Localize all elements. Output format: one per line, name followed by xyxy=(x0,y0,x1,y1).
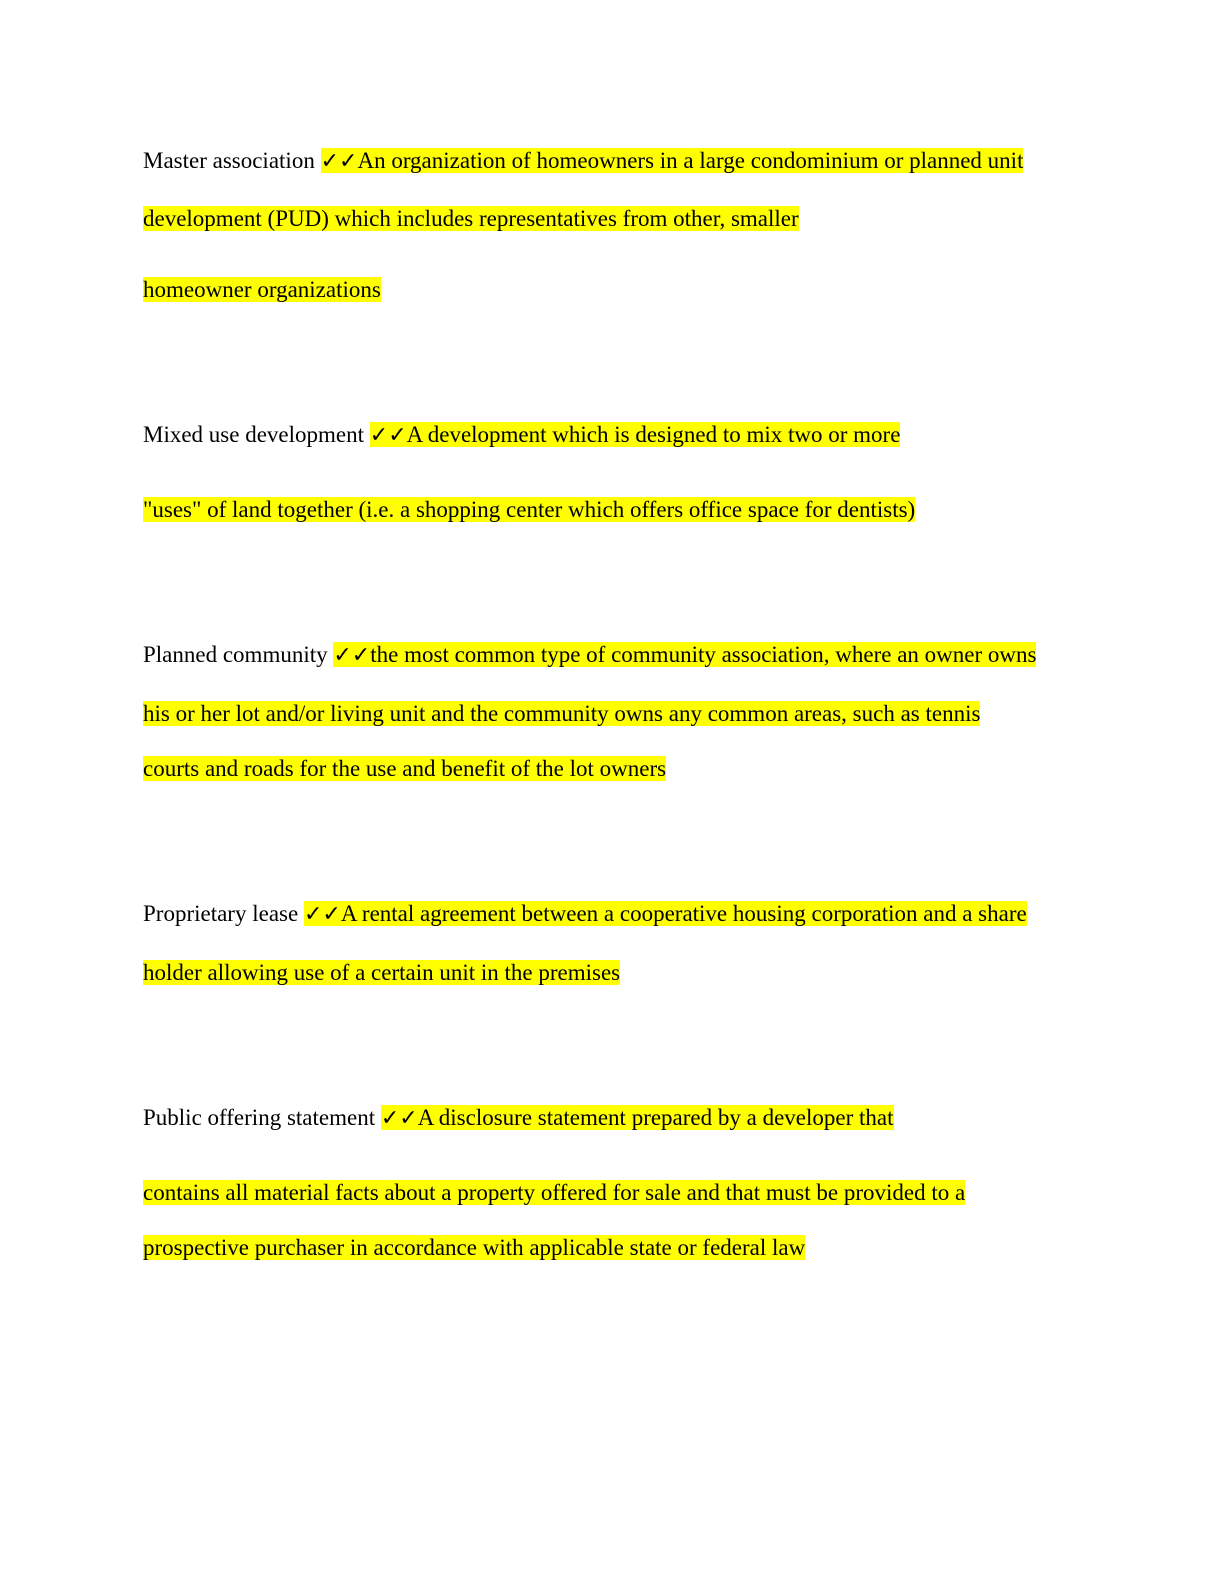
entry-proprietary-lease-line-1 xyxy=(143,898,1027,930)
definition-text: prospective purchaser in accordance with applicable state or federal law xyxy=(143,1235,806,1260)
double-check-icon: ✓✓ xyxy=(333,643,371,668)
entry-planned-community-line-2 xyxy=(143,698,980,730)
term-label: Master association xyxy=(143,148,321,173)
definition-text: A disclosure statement prepared by a developer that xyxy=(417,1105,894,1130)
term-label: Planned community xyxy=(143,642,334,667)
definition-text: holder allowing use of a certain unit in the premises xyxy=(143,960,621,985)
double-check-icon: ✓✓ xyxy=(380,1106,418,1131)
definition-highlight xyxy=(321,148,1024,173)
double-check-icon: ✓✓ xyxy=(320,149,358,174)
double-check-icon: ✓✓ xyxy=(303,902,341,927)
definition-text: A development which is designed to mix two or more xyxy=(406,422,901,447)
definition-highlight xyxy=(381,1105,894,1130)
entry-public-offering-statement-line-2 xyxy=(143,1177,965,1209)
definition-text: the most common type of community association, where an owner owns xyxy=(370,642,1037,667)
definition-highlight xyxy=(370,422,901,447)
definition-text: An organization of homeowners in a large condominium or planned unit xyxy=(357,148,1024,173)
entry-public-offering-statement-line-1 xyxy=(143,1102,894,1134)
term-label: Public offering statement xyxy=(143,1105,381,1130)
entry-master-association-line-3 xyxy=(143,274,381,306)
entry-mixed-use-development-line-1 xyxy=(143,419,900,451)
entry-mixed-use-development-line-2 xyxy=(143,494,915,526)
definition-text: "uses" of land together (i.e. a shopping center which offers office space for dentists) xyxy=(143,497,916,522)
definition-text: homeowner organizations xyxy=(143,277,381,302)
definition-highlight xyxy=(304,901,1027,926)
entry-proprietary-lease-line-2 xyxy=(143,957,620,989)
entry-public-offering-statement-line-3 xyxy=(143,1232,805,1264)
definition-text: courts and roads for the use and benefit of the lot owners xyxy=(143,756,667,781)
term-label: Proprietary lease xyxy=(143,901,304,926)
definition-highlight xyxy=(333,642,1036,667)
entry-planned-community-line-1 xyxy=(143,639,1036,671)
definition-text: A rental agreement between a cooperative housing corporation and a share xyxy=(340,901,1027,926)
definition-text: his or her lot and/or living unit and the community owns any common areas, such as tennis xyxy=(143,701,981,726)
term-label: Mixed use development xyxy=(143,422,370,447)
entry-master-association-line-1 xyxy=(143,145,1023,177)
double-check-icon: ✓✓ xyxy=(369,423,407,448)
definition-text: development (PUD) which includes representatives from other, smaller xyxy=(143,206,799,231)
entry-planned-community-line-3 xyxy=(143,753,666,785)
entry-master-association-line-2 xyxy=(143,203,799,235)
definition-text: contains all material facts about a property offered for sale and that must be provided to a xyxy=(143,1180,966,1205)
